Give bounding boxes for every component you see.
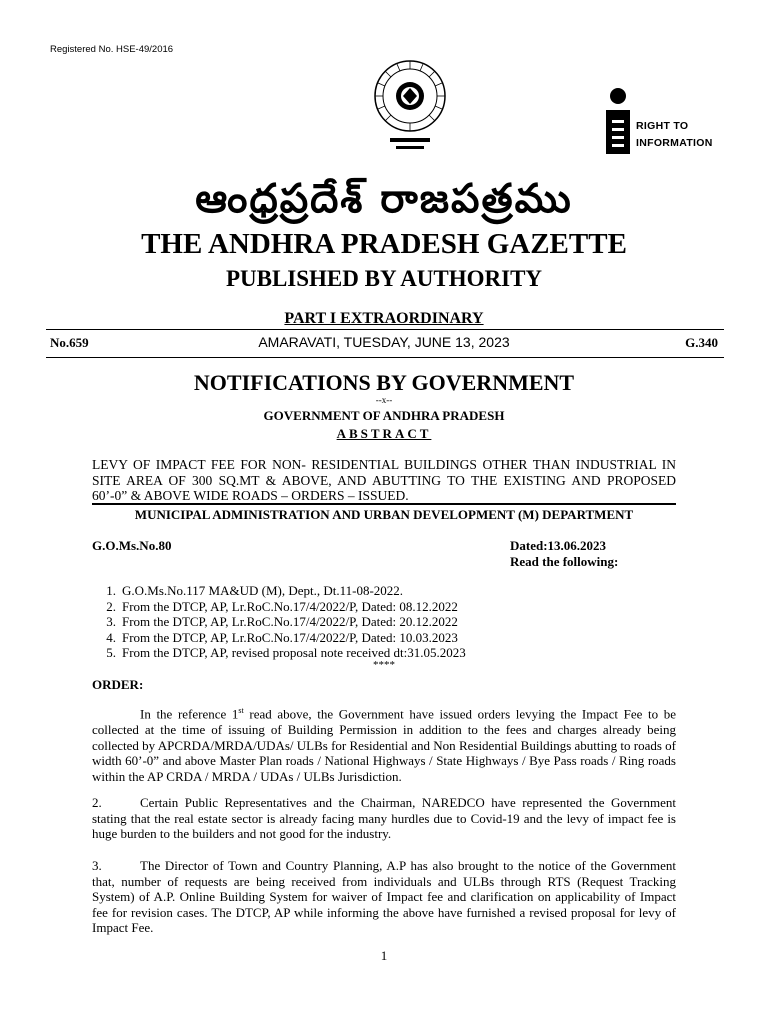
notifications-heading: NOTIFICATIONS BY GOVERNMENT	[193, 370, 575, 395]
reference-item: 4. From the DTCP, AP, Lr.RoC.No.17/4/2022/P, Dated: 10.03.2023	[106, 629, 458, 645]
order-paragraph-2: 2. Certain Public Representatives and the Chairman, NAREDCO have represented the Government stating that the real estate sector is already facing many hurdles due to Covid-19 and the levy of impact fee is huge burden to the builders and not good for the industry.	[92, 795, 676, 842]
reference-item: 3. From the DTCP, AP, Lr.RoC.No.17/4/2022/P, Dated: 20.12.2022	[106, 614, 458, 629]
state-emblem-icon	[372, 58, 448, 162]
g-number: G.340	[685, 335, 718, 350]
government-heading: GOVERNMENT OF ANDHRA PRADESH	[263, 408, 505, 423]
issue-date: AMARAVATI, TUESDAY, JUNE 13, 2023	[258, 334, 510, 350]
bottom-rule	[46, 357, 724, 358]
department-heading: MUNICIPAL ADMINISTRATION AND URBAN DEVELOPMENT (M) DEPARTMENT	[134, 507, 634, 522]
top-rule	[46, 329, 724, 330]
read-following: Read the following:	[510, 554, 619, 569]
registered-number: Registered No. HSE-49/2016	[50, 44, 174, 55]
go-date: Dated:13.06.2023	[510, 538, 607, 553]
go-date-block	[510, 538, 618, 570]
page-number: 1	[380, 948, 388, 963]
order-paragraph-1: In the reference 1st read above, the Government have issued orders levying the Impact Fee to be collected at the time of issuing of Building Permission in addition to the fees and charges already being collected by APCRDA/MRDA/UDAs/ ULBs for Residential and Non Residential Buildings abutting to roads of width 60’-0” and above Master Plan roads / National Highways / State Highways / Bye Pass roads / Ring roads within the AP CRDA / MRDA / UDAs / ULBs Jurisdiction.	[92, 706, 676, 784]
order-paragraph-3: 3. The Director of Town and Country Planning, A.P has also brought to the notice of the Government that, number of requests are being received from individuals and ULBs through RTS (Request Tracking System) of A.P. Online Building System for waiver of Impact fee and clarification on applicability of Impact fee for revision cases. The DTCP, AP while informing the above have furnished a revised proposal for levy of Impact Fee.	[92, 858, 676, 936]
telugu-gazette-title: ఆంధ్రప్రదేశ్ రాజపత్రము	[195, 176, 573, 222]
gazette-title: THE ANDHRA PRADESH GAZETTE	[141, 228, 627, 260]
subject-rule	[92, 503, 676, 505]
rti-line-2: INFORMATION	[636, 137, 713, 149]
go-number: G.O.Ms.No.80	[92, 538, 172, 553]
order-heading: ORDER:	[92, 677, 144, 692]
abstract-heading: ABSTRACT	[336, 426, 432, 441]
reference-item: 5. From the DTCP, AP, revised proposal note received dt:31.05.2023	[106, 645, 466, 660]
gazette-subtitle: PUBLISHED BY AUTHORITY	[225, 266, 543, 291]
rti-label	[636, 118, 713, 152]
rti-line-1: RIGHT TO	[636, 120, 689, 132]
part-heading: PART I EXTRAORDINARY	[284, 310, 484, 327]
reference-item: 1. G.O.Ms.No.117 MA&UD (M), Dept., Dt.11-08-2022.	[106, 583, 404, 598]
reference-list	[92, 583, 466, 661]
subject-text: LEVY OF IMPACT FEE FOR NON- RESIDENTIAL BUILDINGS OTHER THAN INDUSTRIAL IN SITE AREA OF 300 SQ.MT & ABOVE, AND ABUTTING TO THE EXISTING AND PROPOSED 60’-0” & ABOVE WIDE ROADS – ORDERS – ISSUED.	[92, 457, 676, 503]
separator-mark: --x--	[375, 395, 393, 405]
stars-separator: ****	[373, 659, 395, 671]
reference-item: 2. From the DTCP, AP, Lr.RoC.No.17/4/2022/P, Dated: 08.12.2022	[106, 598, 458, 614]
issue-number: No.659	[50, 335, 89, 350]
